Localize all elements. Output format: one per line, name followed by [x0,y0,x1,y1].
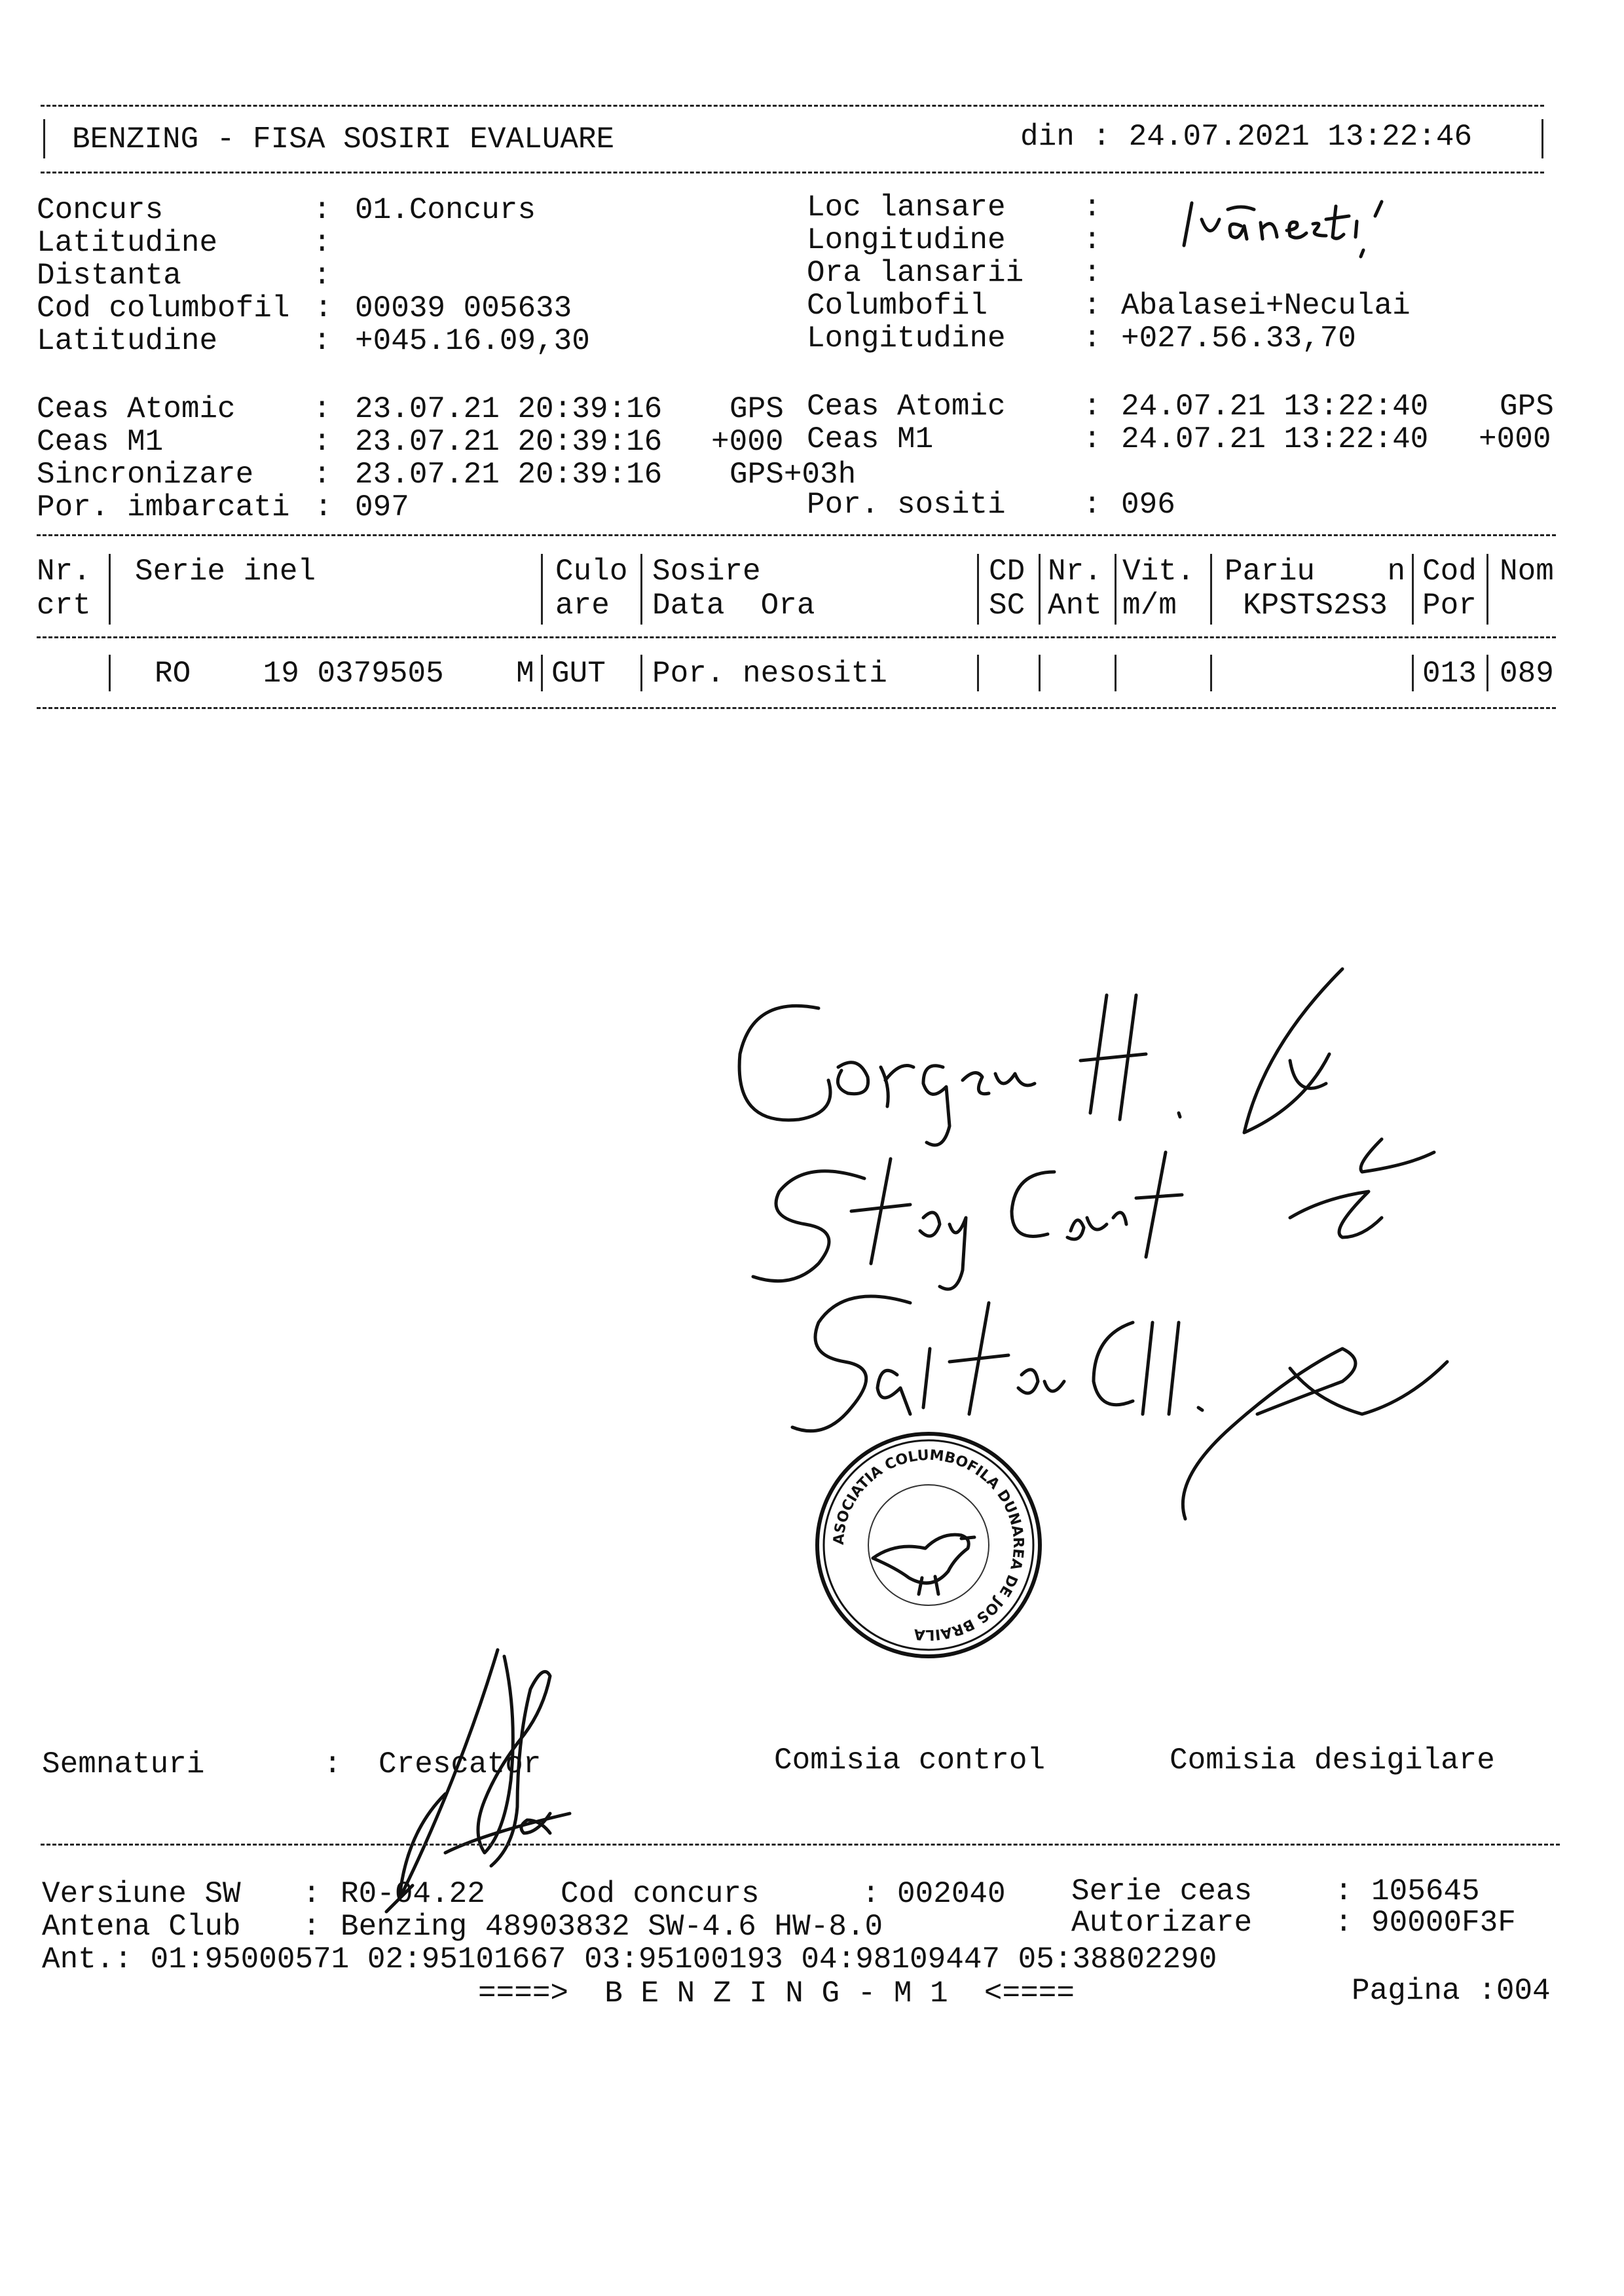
col-divider-2 [541,554,543,625]
ceas-atomic-end-label: Ceas Atomic [807,390,1006,424]
th-por: Por [1422,589,1477,623]
page-number: Pagina :004 [1352,1974,1551,2008]
por-sositi-label: Por. sositi [807,488,1006,522]
ceas-m1-colon: : [313,425,331,459]
col-divider-9 [1486,554,1488,625]
loc-lansare-handwriting [1179,190,1414,262]
serie-ceas-value: 105645 [1371,1874,1480,1908]
col-divider-4 [977,554,979,625]
stamp-text: ASOCIATIA COLUMBOFILA DUNAREA DE JOS BRAILA [830,1447,1027,1643]
latitudine-colon: : [313,226,331,260]
col-divider-5 [1039,554,1041,625]
por-imbarcati-colon: : [314,490,333,524]
comisia-desigilare-label: Comisia desigilare [1170,1743,1495,1777]
col-divider-3 [640,554,642,625]
sincronizare-src: GPS+03h [729,458,857,492]
latitudine2-colon: : [313,324,331,358]
por-imbarcati-label: Por. imbarcati [37,490,290,524]
ceas-atomic-colon: : [313,392,331,426]
header-left-bar [43,119,45,158]
crescator-signature [354,1637,589,1918]
versiune-sw-colon: : [303,1877,321,1911]
crescator-label: Crescator [378,1747,542,1781]
semnaturi-colon: : [323,1747,342,1781]
th-cd: CD [989,555,1025,589]
ceas-m1-end-label: Ceas M1 [807,422,934,456]
row-divider-9 [1486,655,1488,691]
versiune-sw-label: Versiune SW [42,1877,241,1911]
sincronizare-label: Sincronizare [37,458,254,492]
cod-concurs-value: 002040 [897,1877,1006,1911]
cod-columbofil-label: Cod columbofil [37,291,290,325]
document-title: BENZING - FISA SOSIRI EVALUARE [72,122,615,156]
distanta-colon: : [313,259,331,293]
row-divider-4 [977,655,979,691]
latitudine2-value: +045.16.09,30 [355,324,590,358]
ceas-atomic-end-colon: : [1083,390,1101,424]
th-nom: Nom [1500,555,1554,589]
por-imbarcati-value: 097 [355,490,409,524]
comisia-control-label: Comisia control [774,1743,1046,1777]
col-divider-8 [1412,554,1414,625]
th-crt: crt [37,589,91,623]
row-sosire: Por. nesositi [652,657,887,691]
table-bottom-rule [37,707,1556,709]
club-stamp-seal [811,1427,1046,1663]
th-ant: Ant [1048,589,1102,623]
longitudine-label: Longitudine [807,223,1006,257]
th-vit: Vit. [1122,555,1195,589]
header-top-rule [41,105,1544,107]
ceas-atomic-start: 23.07.21 20:39:16 [355,392,663,426]
col-divider-1 [109,554,111,625]
antena-club-colon: : [303,1910,321,1944]
loc-lansare-label: Loc lansare [807,191,1006,225]
row-divider-8 [1412,655,1414,691]
document-date: din : 24.07.2021 13:22:46 [1020,120,1473,154]
sincronizare-colon: : [313,458,331,492]
serie-ceas-label: Serie ceas [1071,1874,1253,1908]
th-nr-ant: Nr. [1048,555,1102,589]
row-divider-2 [541,655,543,691]
th-data-ora: Data Ora [652,589,815,623]
autorizare-colon: : [1335,1906,1353,1940]
th-pariu: Pariu n [1225,555,1406,589]
th-are: are [555,589,610,623]
th-cod: Cod [1422,555,1477,589]
row-divider-3 [640,655,642,691]
longitudine2-label: Longitudine [807,321,1006,355]
columbofil-label: Columbofil [807,289,988,323]
ceas-atomic-label: Ceas Atomic [37,392,236,426]
semnaturi-label: Semnaturi [42,1747,205,1781]
ora-lansarii-label: Ora lansarii [807,256,1024,290]
longitudine-colon: : [1083,223,1101,257]
cod-columbofil-value: 00039 005633 [355,291,572,325]
ceas-m1-start: 23.07.21 20:39:16 [355,425,663,459]
columbofil-value: Abalasei+Neculai [1121,289,1411,323]
autorizare-label: Autorizare [1071,1906,1253,1940]
cod-concurs-colon: : [862,1877,880,1911]
footer-top-rule [41,1844,1560,1846]
ceas-atomic-start-src: GPS [729,392,784,426]
th-culo: Culo [555,555,628,589]
ceas-m1-label: Ceas M1 [37,425,164,459]
latitudine-label: Latitudine [37,226,218,260]
concurs-value: 01.Concurs [355,193,536,227]
row-divider-6 [1115,655,1116,691]
antenne-list: Ant.: 01:95000571 02:95101667 03:95100193 04:98109447 05:38802290 [42,1942,1217,1977]
versiune-sw-value: R0-04.22 [341,1877,485,1911]
concurs-colon: : [313,193,331,227]
concurs-label: Concurs [37,193,164,227]
th-nr: Nr. [37,555,91,589]
por-sositi-value: 096 [1121,488,1175,522]
ora-lansarii-colon: : [1083,256,1101,290]
header-bottom-rule [41,172,1544,173]
ceas-m1-end-colon: : [1083,422,1101,456]
col-divider-6 [1115,554,1116,625]
por-sositi-colon: : [1083,488,1101,522]
serie-ceas-colon: : [1335,1874,1353,1908]
longitudine2-value: +027.56.33,70 [1121,321,1356,355]
sincronizare-value: 23.07.21 20:39:16 [355,458,663,492]
row-cod-por: 013 [1422,657,1477,691]
ceas-m1-start-offset: +000 [711,425,784,459]
brand-banner: ====> B E N Z I N G - M 1 <==== [478,1977,1075,2011]
th-mm: m/m [1122,589,1177,623]
th-kpsts2s3: KPSTS2S3 [1243,589,1388,623]
antena-club-value: Benzing 48903832 SW-4.6 HW-8.0 [341,1910,883,1944]
columbofil-colon: : [1083,289,1101,323]
th-serie-inel: Serie inel [135,555,316,589]
col-divider-7 [1210,554,1212,625]
loc-lansare-colon: : [1083,191,1101,225]
row-divider-7 [1210,655,1212,691]
th-sc: SC [989,589,1025,623]
row-divider-1 [109,655,111,691]
cod-columbofil-colon: : [314,291,333,325]
ceas-m1-end: 24.07.21 13:22:40 [1121,422,1429,456]
antena-club-label: Antena Club [42,1910,241,1944]
row-divider-5 [1039,655,1041,691]
distanta-label: Distanta [37,259,181,293]
ceas-m1-end-offset: +000 [1479,422,1551,456]
longitudine2-colon: : [1083,321,1101,355]
ceas-atomic-end: 24.07.21 13:22:40 [1121,390,1429,424]
autorizare-value: 90000F3F [1371,1906,1516,1940]
header-right-bar [1541,119,1543,158]
cod-concurs-label: Cod concurs [561,1877,760,1911]
th-sosire: Sosire [652,555,761,589]
row-serie: RO 19 0379505 M [155,657,534,691]
row-nom: 089 [1500,657,1554,691]
table-header-rule [37,636,1556,638]
latitudine2-label: Latitudine [37,324,218,358]
row-culoare: GUT [551,657,606,691]
ceas-atomic-end-src: GPS [1500,390,1554,424]
table-top-rule [37,534,1556,536]
